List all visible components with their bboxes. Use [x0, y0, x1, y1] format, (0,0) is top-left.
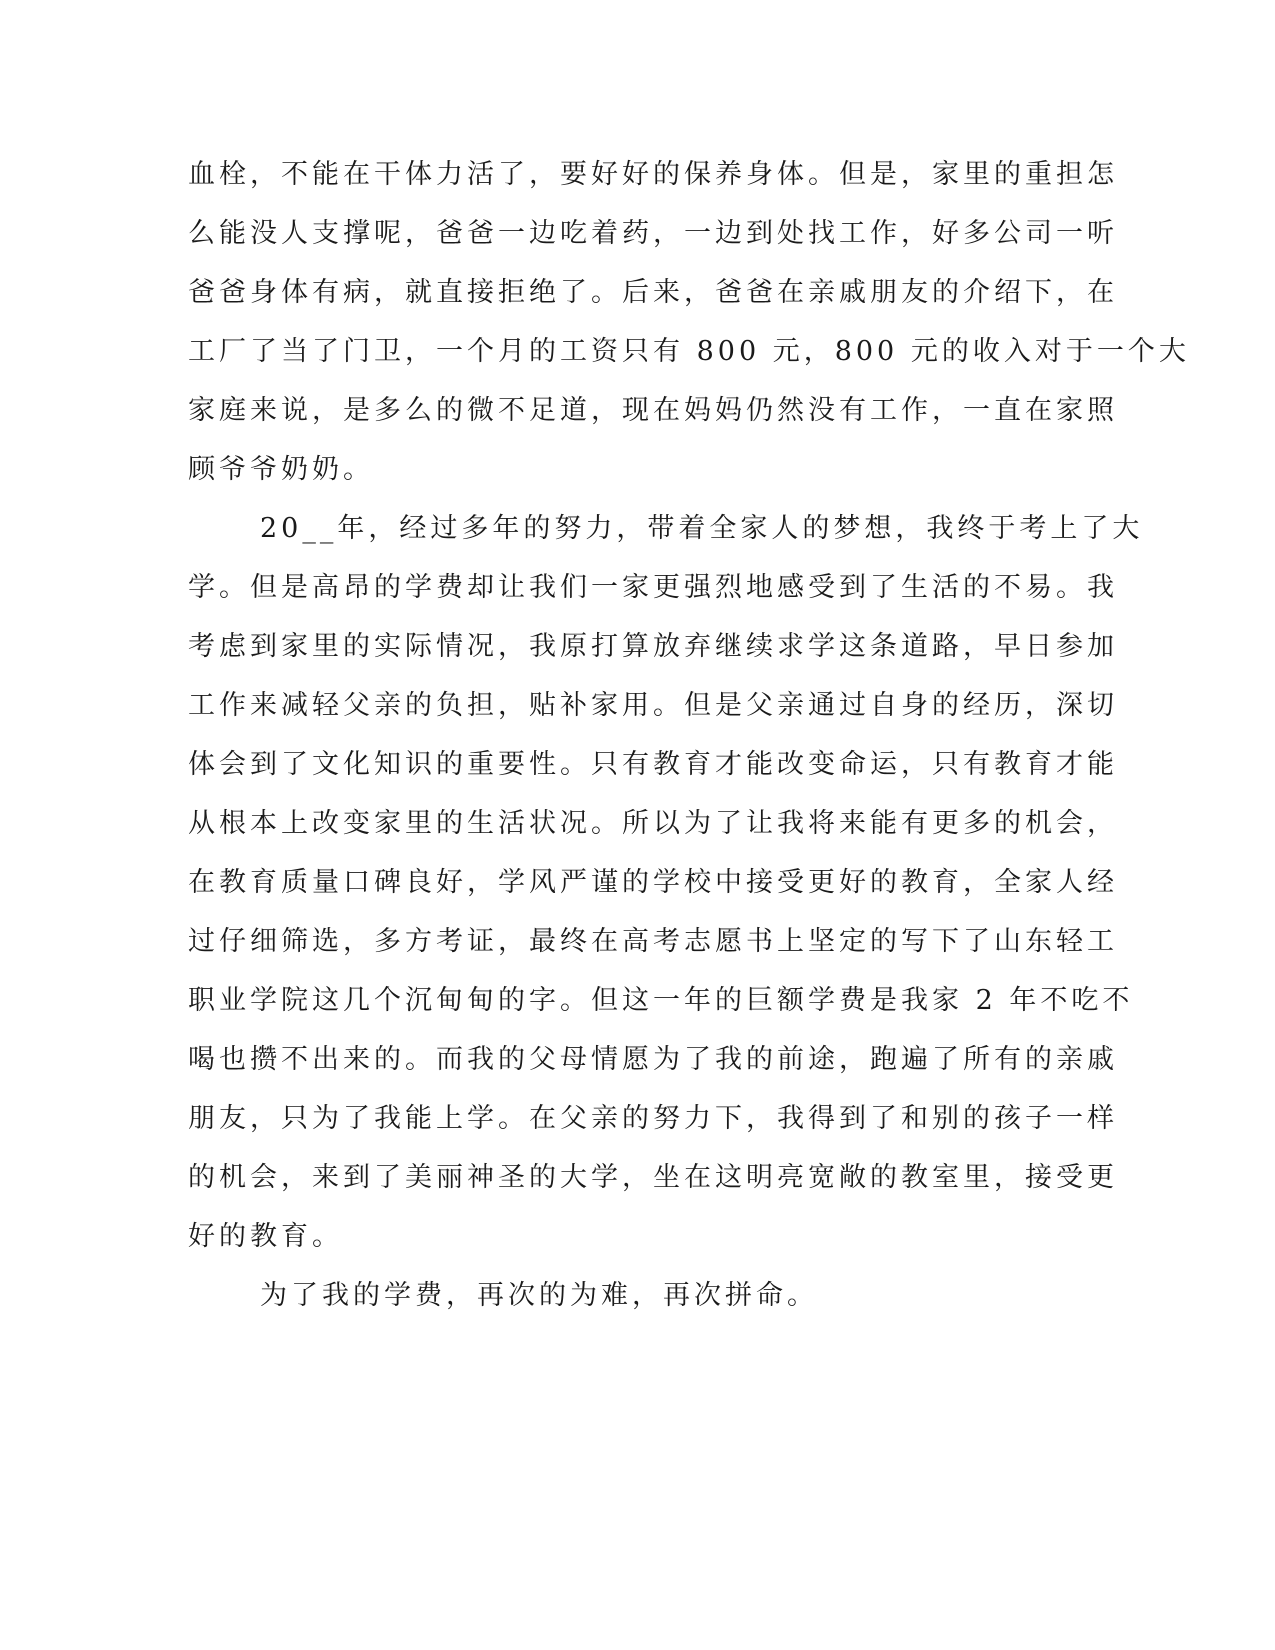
text-line: 家庭来说，是多么的微不足道，现在妈妈仍然没有工作，一直在家照: [188, 395, 1118, 426]
text-line: 血栓，不能在干体力活了，要好好的保养身体。但是，家里的重担怎: [188, 159, 1118, 190]
text-line: 学。但是高昂的学费却让我们一家更强烈地感受到了生活的不易。我: [188, 572, 1118, 603]
text-line: 好的教育。: [188, 1221, 343, 1252]
text-line: 么能没人支撑呢，爸爸一边吃着药，一边到处找工作，好多公司一听: [188, 218, 1118, 249]
text-line: 职业学院这几个沉甸甸的字。但这一年的巨额学费是我家 2 年不吃不: [188, 985, 1134, 1016]
text-line: 的机会，来到了美丽神圣的大学，坐在这明亮宽敞的教室里，接受更: [188, 1162, 1118, 1193]
text-line: 工作来减轻父亲的负担，贴补家用。但是父亲通过自身的经历，深切: [188, 690, 1118, 721]
text-line: 工厂了当了门卫，一个月的工资只有 800 元，800 元的收入对于一个大: [188, 336, 1190, 367]
text-line: 喝也攒不出来的。而我的父母情愿为了我的前途，跑遍了所有的亲戚: [188, 1044, 1118, 1075]
paragraph-first-line: 20__年，经过多年的努力，带着全家人的梦想，我终于考上了大: [260, 513, 1144, 544]
text-line: 在教育质量口碑良好，学风严谨的学校中接受更好的教育，全家人经: [188, 867, 1118, 898]
text-line: 考虑到家里的实际情况，我原打算放弃继续求学这条道路，早日参加: [188, 631, 1118, 662]
text-line: 朋友，只为了我能上学。在父亲的努力下，我得到了和别的孩子一样: [188, 1103, 1118, 1134]
paragraph-first-line: 为了我的学费，再次的为难，再次拼命。: [260, 1280, 818, 1311]
text-line: 爸爸身体有病，就直接拒绝了。后来，爸爸在亲戚朋友的介绍下，在: [188, 277, 1118, 308]
text-line: 体会到了文化知识的重要性。只有教育才能改变命运，只有教育才能: [188, 749, 1118, 780]
text-line: 过仔细筛选，多方考证，最终在高考志愿书上坚定的写下了山东轻工: [188, 926, 1118, 957]
text-line: 从根本上改变家里的生活状况。所以为了让我将来能有更多的机会，: [188, 808, 1118, 839]
text-line: 顾爷爷奶奶。: [188, 454, 374, 485]
